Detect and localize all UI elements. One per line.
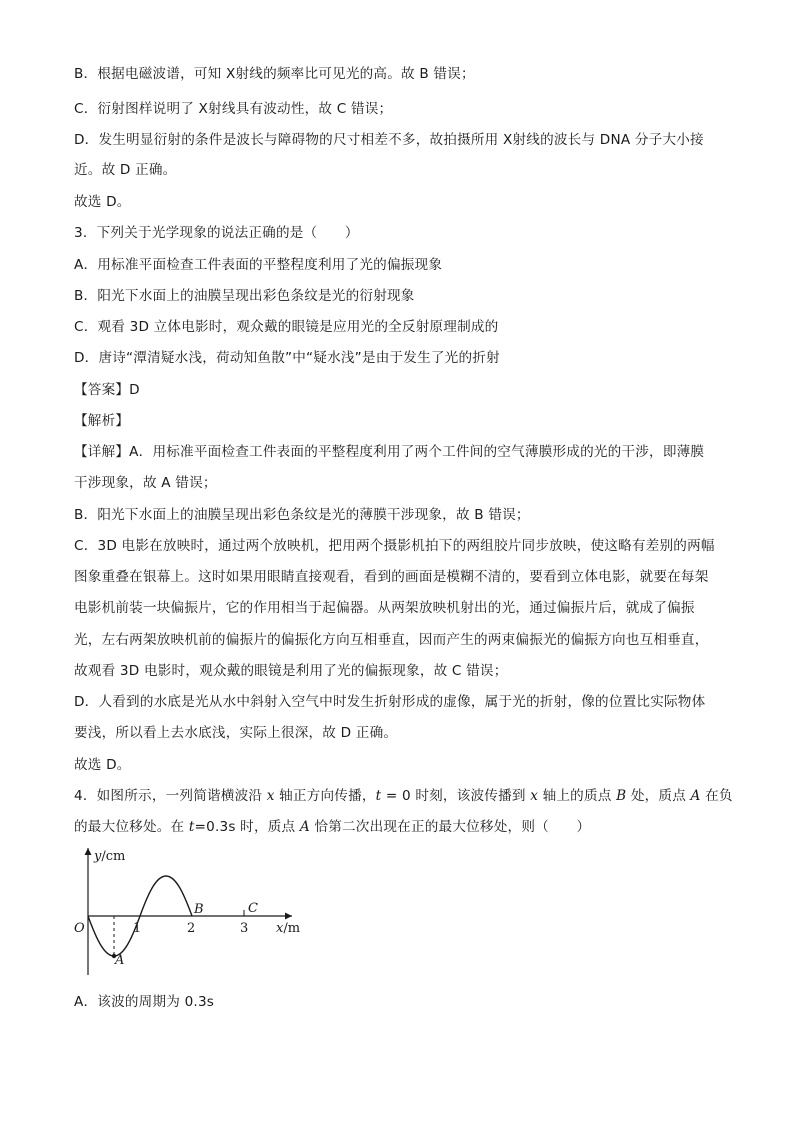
explanation-line: 干涉现象，故 A 错误；	[74, 475, 217, 491]
option-c: C．观看 3D 立体电影时，观众戴的眼镜是应用光的全反射原理制成的	[74, 319, 499, 335]
question-3: 3．下列关于光学现象的说法正确的是（ ）	[74, 225, 359, 241]
tick-label-3: 3	[240, 921, 249, 936]
point-a-label: A	[115, 953, 125, 968]
wave-diagram	[70, 840, 310, 980]
option-a: A．用标准平面检查工件表面的平整程度利用了光的偏振现象	[74, 257, 443, 273]
answer-label: 【答案】D	[74, 382, 140, 398]
point-b-label: B	[194, 902, 204, 917]
text-line: 近。故 D 正确。	[74, 162, 177, 178]
origin-label: O	[74, 921, 85, 936]
explanation-line: 故观看 3D 电影时，观众戴的眼镜是利用了光的偏振现象，故 C 错误；	[74, 663, 508, 679]
text-line: D．发生明显衍射的条件是波长与障碍物的尺寸相差不多，故拍摄所用 X射线的波长与 DNA 分子大小接	[74, 132, 704, 148]
explanation-line: 【详解】A．用标准平面检查工件表面的平整程度利用了两个工件间的空气薄膜形成的光的干涉，即薄膜	[74, 444, 705, 460]
text-line: 故选 D。	[74, 194, 131, 210]
tick-label-2: 2	[187, 921, 196, 936]
explanation-line: D．人看到的水底是光从水中斜射入空气中时发生折射形成的虚像，属于光的折射，像的位置比实际物体	[74, 694, 706, 710]
analysis-label: 【解析】	[74, 413, 130, 429]
option-b: B．阳光下水面上的油膜呈现出彩色条纹是光的衍射现象	[74, 288, 415, 304]
explanation-line: 光，左右两架放映机前的偏振片的偏振化方向互相垂直，因而产生的两束偏振光的偏振方向也互相垂直，	[74, 632, 709, 648]
explanation-line: 图象重叠在银幕上。这时如果用眼睛直接观看，看到的画面是模糊不清的，要看到立体电影，就要在每架	[74, 569, 709, 585]
tick-label-1: 1	[133, 921, 142, 936]
explanation-line: 要浅，所以看上去水底浅，实际上很深，故 D 正确。	[74, 725, 398, 741]
y-axis-label: y/cm	[94, 849, 126, 864]
point-c-label: C	[248, 901, 258, 916]
question-4-line-1: 4．如图所示，一列简谐横波沿 x 轴正方向传播，t = 0 时刻，该波传播到 x 轴上的质点 B 处，质点 A 在负	[74, 788, 733, 804]
option-d: D．唐诗“潭清疑水浅，荷动知鱼散”中“疑水浅”是由于发生了光的折射	[74, 350, 500, 366]
explanation-line: 电影机前装一块偏振片，它的作用相当于起偏器。从两架放映机射出的光，通过偏振片后，就成了偏振	[74, 600, 695, 616]
text-line: C．衍射图样说明了 X射线具有波动性，故 C 错误；	[74, 101, 393, 117]
explanation-line: 故选 D。	[74, 757, 131, 773]
question-4-line-2: 的最大位移处。在 t=0.3s 时，质点 A 恰第二次出现在正的最大位移处，则（ ）	[74, 819, 591, 835]
wave-figure	[70, 840, 310, 980]
x-axis-label: x/m	[276, 921, 301, 936]
explanation-line: C．3D 电影在放映时，通过两个放映机，把用两个摄影机拍下的两组胶片同步放映，使这略有差别的两幅	[74, 538, 715, 554]
explanation-line: B．阳光下水面上的油膜呈现出彩色条纹是光的薄膜干涉现象，故 B 错误；	[74, 507, 530, 523]
option-4a: A．该波的周期为 0.3s	[74, 994, 215, 1010]
text-line: B．根据电磁波谱，可知 X射线的频率比可见光的高。故 B 错误；	[74, 66, 475, 82]
